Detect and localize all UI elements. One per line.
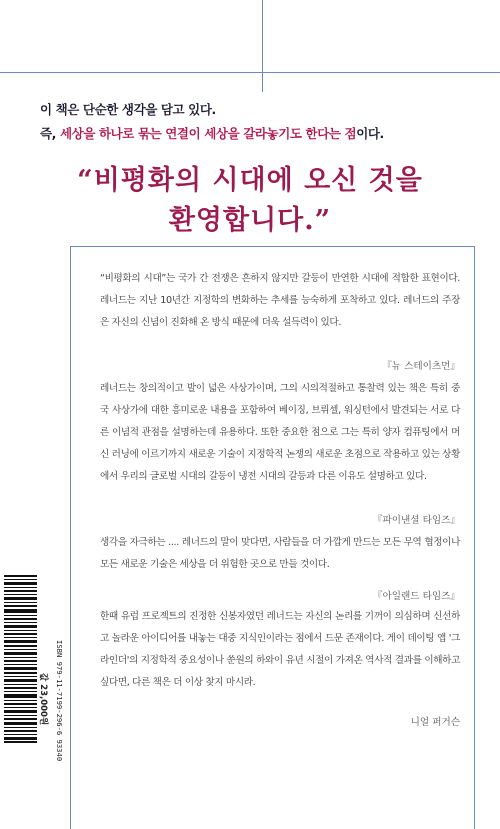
left-vertical-rule	[70, 246, 71, 829]
right-vertical-rule	[474, 246, 475, 829]
intro-line-2-suffix: 이다.	[356, 126, 384, 141]
review-4-text: 한때 유럽 프로젝트의 진정한 신봉자였던 레너드는 자신의 논리를 기꺼이 의심하며 신선하고 놀라운 아이디어를 내놓는 대중 지식인이라는 점에서 드문 존재이다. 게이 데이팅 앱 '그라인더'의 지정학적 중요성이나 쑨원의 하와이 유년 시절이 가져온 역사적 결과를 이해하고 싶다면, 다른 책은 더 이상 찾지 마시라.	[100, 611, 460, 688]
review-2-text: 레너드는 창의적이고 발이 넓은 사상가이며, 그의 시의적절하고 통찰력 있는 책은 특히 중국 사상가에 대한 흥미로운 내용을 포함하여 베이징, 브뤼셀, 워싱턴에서 발견되는 서로 다른 이념적 관점을 설명하는데 유용하다. 또한 중요한 점으로 그는 특히 양자 컴퓨팅에서 머신 러닝에 이르기까지 새로운 기술이 지정학적 논쟁의 새로운 초점으로 작용하고 있는 상황에서 우리의 글로벌 시대의 갈등이 냉전 시대의 갈등과 다른 이유도 설명하고 있다.	[100, 383, 460, 482]
review-3-source: 『아일랜드 타임즈』	[372, 591, 460, 602]
intro-line-1	[40, 100, 470, 118]
price-label: 값 23,000원	[38, 673, 48, 726]
review-4-source: 니얼 퍼거슨	[410, 717, 460, 728]
top-horizontal-rule	[0, 72, 500, 73]
intro-line-2	[40, 124, 470, 142]
pull-quote-line-1: “비평화의 시대에 오신 것을	[77, 165, 423, 196]
review-1-text: “비평화의 시대”는 국가 간 전쟁은 흔하지 않지만 갈등이 만연한 시대에 적합한 표현이다. 레너드는 지난 10년간 지정학의 변화하는 추세를 능숙하게 포착하고 있다. 레너드의 주장은 자신의 신념이 진화해 온 방식 때문에 더욱 설득력이 있다.	[100, 273, 460, 328]
intro-line-1-text: 이 책은 단순한 생각을 담고 있다.	[40, 102, 216, 117]
pull-quote-line-2: 환영합니다.”	[168, 205, 332, 236]
review-1-source: 『뉴 스테이츠먼』	[382, 361, 460, 372]
barcode-icon	[4, 575, 37, 743]
review-3-text: 생각을 자극하는 .... 레너드의 말이 맞다면, 사람들을 더 가깝게 만드는 모든 무역 협정이나 모든 새로운 기술은 세상을 더 위험한 곳으로 만들 것이다.	[100, 537, 460, 570]
review-2-source: 『파이낸셜 타임즈』	[372, 515, 460, 526]
isbn-text: ISBN 979-11-7199-296-6	[55, 640, 64, 736]
intro-line-2-highlight: 세상을 하나로 묶는 연결이 세상을 갈라놓기도 한다는 점	[59, 126, 357, 141]
isbn-number	[55, 640, 64, 761]
isbn-addon: 93340	[55, 739, 64, 762]
panel-top-rule	[70, 246, 475, 247]
intro-line-2-prefix: 즉,	[40, 126, 60, 141]
top-vertical-rule	[262, 0, 263, 92]
